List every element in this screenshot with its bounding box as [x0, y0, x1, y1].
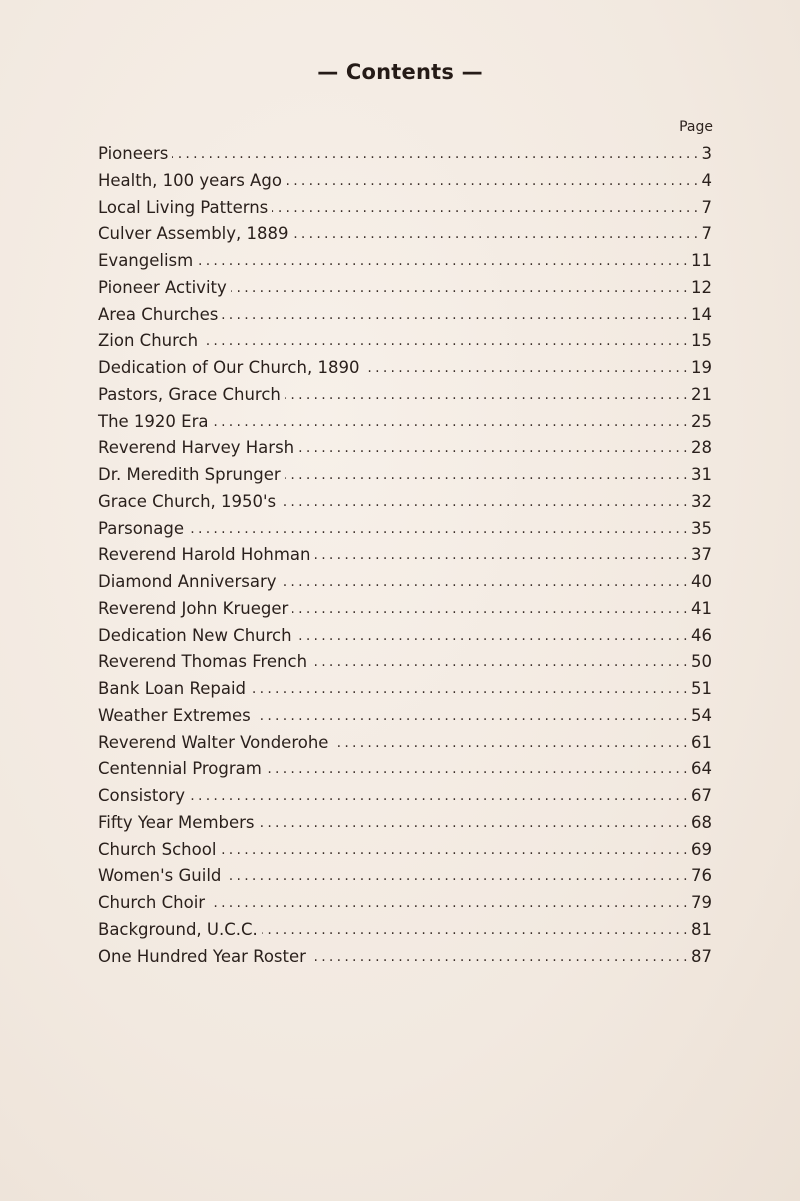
toc-entry-page-number: 31	[691, 465, 712, 484]
toc-entry	[98, 596, 712, 623]
toc-entry-title: Reverend Harold Hohman	[98, 545, 311, 565]
toc-entry-page-number: 7	[701, 224, 712, 244]
toc-entry-page-number: 3	[701, 144, 712, 163]
toc-entry-page-number: 69	[691, 839, 712, 859]
toc-entry-page-number: 4	[701, 170, 712, 190]
toc-entry-page-number: 11	[691, 251, 712, 270]
dot-leader	[332, 730, 687, 757]
toc-entry-title: Centennial Program	[98, 759, 262, 779]
dot-leader	[259, 810, 687, 837]
toc-entry-page-number: 51	[691, 679, 712, 698]
toc-entry	[98, 516, 712, 543]
toc-entry-page-number: 19	[691, 358, 712, 377]
dot-leader	[225, 863, 687, 890]
toc-entry	[98, 195, 712, 222]
toc-entry	[98, 435, 712, 462]
toc-entry-title: The 1920 Era	[98, 411, 209, 431]
dot-leader	[314, 542, 687, 569]
dot-leader	[285, 462, 687, 489]
dot-leader	[172, 141, 697, 168]
toc-entry-page-number: 40	[691, 572, 712, 591]
toc-entry-title: Zion Church	[98, 331, 199, 351]
toc-entry-title: Culver Assembly, 1889	[98, 224, 289, 244]
toc-entry-page-number: 64	[691, 759, 712, 779]
dot-leader	[202, 328, 687, 355]
dot-leader	[311, 649, 687, 676]
toc-entry-page-number: 12	[691, 277, 712, 297]
toc-entry-title: Local Living Patterns	[98, 197, 269, 217]
toc-entry-title: Consistory	[98, 786, 185, 805]
dot-leader	[255, 703, 687, 730]
dot-leader	[296, 623, 687, 650]
toc-entry	[98, 141, 712, 168]
toc-entry	[98, 917, 712, 944]
toc-entry-title: Pioneer Activity	[98, 277, 227, 297]
toc-entry-title: Church Choir	[98, 893, 206, 912]
toc-entry-title: Fifty Year Members	[98, 812, 255, 832]
dot-leader	[298, 435, 687, 462]
dot-leader	[285, 382, 687, 409]
toc-entry-title: Church School	[98, 839, 217, 859]
toc-entry	[98, 730, 712, 757]
dot-leader	[363, 355, 687, 382]
toc-entry-title: Reverend Thomas French	[98, 652, 308, 672]
toc-entry-page-number: 14	[691, 304, 712, 324]
toc-entry-page-number: 67	[691, 786, 712, 805]
dot-leader	[272, 195, 697, 222]
toc-entry-page-number: 46	[691, 625, 712, 645]
toc-entry	[98, 409, 712, 436]
dot-leader	[220, 837, 687, 864]
toc-entry-page-number: 87	[691, 946, 712, 966]
toc-entry	[98, 623, 712, 650]
toc-entry-page-number: 15	[691, 331, 712, 351]
toc-entry	[98, 489, 712, 516]
toc-entry	[98, 837, 712, 864]
toc-entry-title: Reverend John Krueger	[98, 598, 289, 618]
dot-leader	[262, 917, 687, 944]
toc-entry-page-number: 41	[691, 598, 712, 618]
toc-entry-page-number: 81	[691, 919, 712, 939]
toc-entry-page-number: 21	[691, 384, 712, 404]
toc-entry	[98, 703, 712, 730]
toc-entry	[98, 944, 712, 971]
toc-entry	[98, 168, 712, 195]
toc-entry	[98, 542, 712, 569]
toc-entry-title: Pastors, Grace Church	[98, 384, 281, 404]
toc-entry-page-number: 32	[691, 491, 712, 511]
dot-leader	[222, 302, 687, 329]
toc-entry-title: Reverend Walter Vonderohe	[98, 732, 329, 752]
toc-entry-page-number: 76	[691, 866, 712, 886]
toc-entry-title: Diamond Anniversary	[98, 572, 277, 591]
toc-entry-title: Dr. Meredith Sprunger	[98, 465, 281, 484]
toc-entry-page-number: 61	[691, 732, 712, 752]
toc-entry	[98, 355, 712, 382]
toc-entry	[98, 649, 712, 676]
dot-leader	[250, 676, 687, 703]
dot-leader	[286, 168, 698, 195]
toc-entry-title: Bank Loan Repaid	[98, 679, 247, 698]
page-column-header: Page	[679, 119, 713, 135]
toc-entry-title: Dedication of Our Church, 1890	[98, 358, 360, 377]
toc-entry-page-number: 35	[691, 518, 712, 538]
toc-entry	[98, 756, 712, 783]
toc-entry-title: Health, 100 years Ago	[98, 170, 282, 190]
dot-leader	[310, 944, 687, 971]
toc-entry-title: Dedication New Church	[98, 625, 292, 645]
toc-entry	[98, 462, 712, 489]
toc-entry-title: Parsonage	[98, 518, 184, 538]
toc-entry	[98, 783, 712, 810]
toc-entry-title: Weather Extremes	[98, 705, 251, 725]
toc-entry-page-number: 7	[701, 197, 712, 217]
toc-entry	[98, 569, 712, 596]
dot-leader	[266, 756, 687, 783]
toc-entry-title: One Hundred Year Roster	[98, 946, 306, 966]
toc-entry-page-number: 79	[691, 893, 712, 912]
dot-leader	[197, 248, 687, 275]
toc-entry	[98, 302, 712, 329]
dot-leader	[188, 516, 687, 543]
toc-entry-page-number: 37	[691, 545, 712, 565]
toc-entry	[98, 863, 712, 890]
contents-title: — Contents —	[317, 60, 483, 84]
dot-leader	[231, 275, 687, 302]
dot-leader	[209, 890, 687, 917]
toc-entry	[98, 890, 712, 917]
toc-entry	[98, 248, 712, 275]
toc-entry-page-number: 28	[691, 438, 712, 458]
toc-entry-page-number: 68	[691, 812, 712, 832]
toc-entry	[98, 221, 712, 248]
toc-entry-title: Women's Guild	[98, 866, 222, 886]
toc-entry-page-number: 54	[691, 705, 712, 725]
toc-entry	[98, 328, 712, 355]
dot-leader	[189, 783, 687, 810]
dot-leader	[281, 569, 688, 596]
toc-entry	[98, 382, 712, 409]
toc-entry-title: Area Churches	[98, 304, 219, 324]
toc-entry-title: Grace Church, 1950's	[98, 491, 277, 511]
toc-entry-page-number: 25	[691, 411, 712, 431]
toc-entry	[98, 676, 712, 703]
toc-entry-title: Pioneers	[98, 144, 169, 163]
toc-entry	[98, 810, 712, 837]
toc-entry-title: Evangelism	[98, 251, 194, 270]
dot-leader	[292, 596, 687, 623]
toc-entry-title: Reverend Harvey Harsh	[98, 438, 295, 458]
dot-leader	[293, 221, 698, 248]
dot-leader	[280, 489, 687, 516]
toc-entry-page-number: 50	[691, 652, 712, 672]
table-of-contents	[98, 141, 712, 970]
toc-entry-title: Background, U.C.C.	[98, 919, 258, 939]
dot-leader	[213, 409, 688, 436]
toc-entry	[98, 275, 712, 302]
